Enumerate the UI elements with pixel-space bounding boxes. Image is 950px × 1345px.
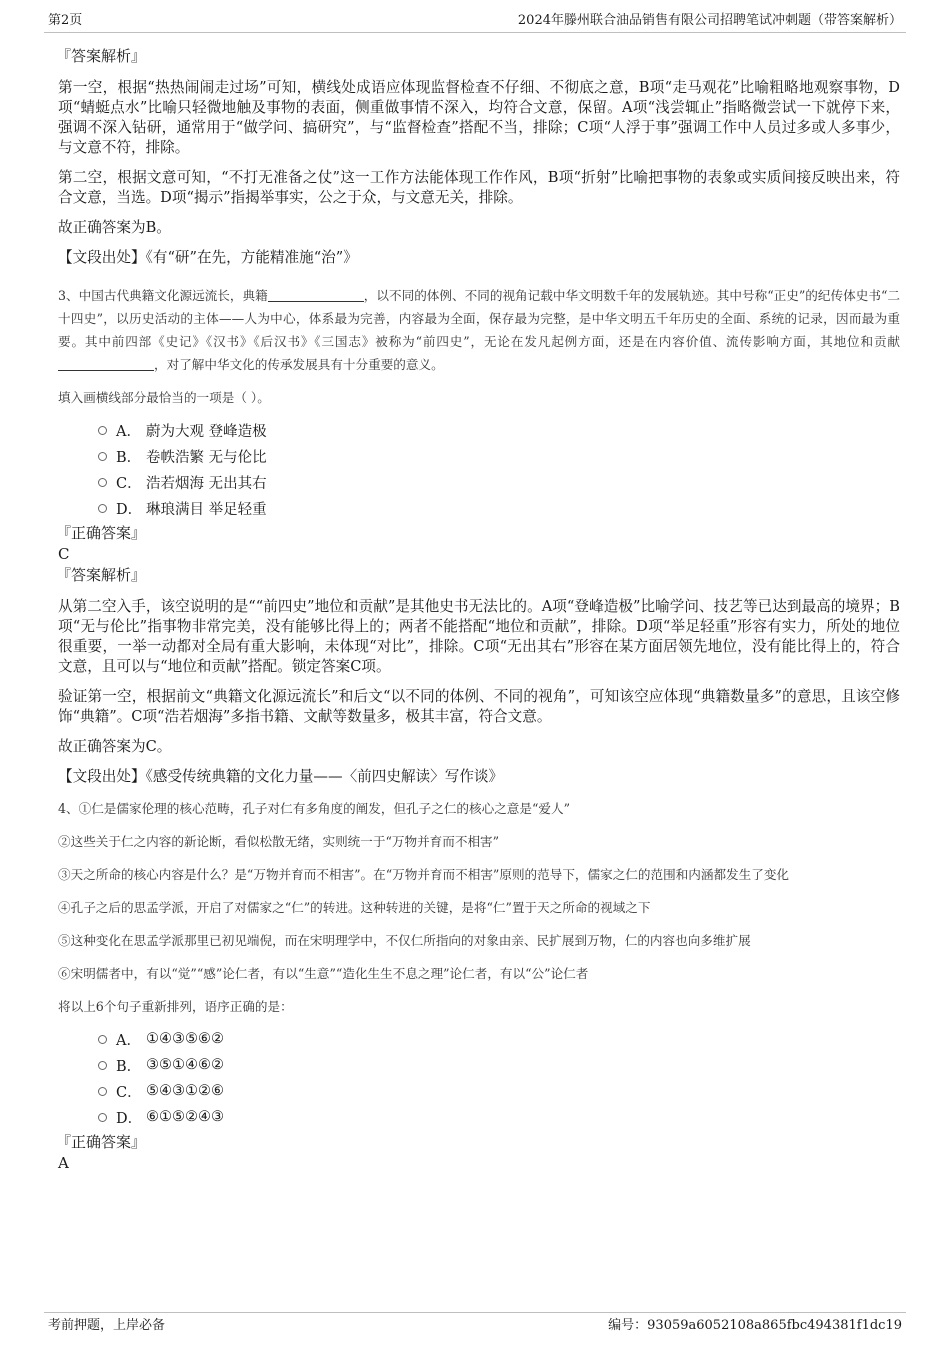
options-list — [98, 1026, 900, 1130]
option-text: ⑤④③①②⑥ — [146, 1083, 224, 1099]
question-3 — [58, 284, 900, 787]
sentence-6: ⑥宋明儒者中，有以“觉”“感”论仁者，有以“生意”“造化生生不息之理”论仁者，有以“公”论仁者 — [58, 966, 589, 981]
correct-answer-label: 『正确答案』 — [56, 524, 147, 542]
stem-text: ，以不同的体例、不同的视角记载中华文明数千年的发展轨迹。其中号称“正史”的纪传体史书“二十四史”，以历史活动的主体——人为中心，体系最为完善，内容最为全面，保存最为完整，是中华文明五千年历史的全面、系统的记录，因而最为重要。其中前四部《史记》《汉书》《后汉书》《三国志》被称为“前四史”，无论在发凡起例方面，还是在内容价值、流传影响方面，其地位和贡献 — [58, 288, 900, 349]
analysis-paragraph: 验证第一空，根据前文“典籍文化源远流长”和后文“以不同的体例、不同的视角”，可知该空应体现“典籍数量多”的意思，且该空修饰“典籍”。C项“浩若烟海”多指书籍、文献等数量多，极其丰富，符合文意。 — [58, 688, 900, 725]
question-4 — [58, 797, 900, 1172]
option-letter: A． — [116, 1032, 141, 1049]
analysis-label: 『答案解析』 — [56, 566, 147, 584]
option-text: 卷帙浩繁 无与伦比 — [146, 449, 267, 466]
option-d[interactable] — [98, 495, 900, 521]
option-a[interactable] — [98, 417, 900, 443]
page-footer — [44, 1312, 906, 1335]
analysis-paragraph: 从第二空入手，该空说明的是““前四史”地位和贡献”是其他史书无法比的。A项“登峰造极”比喻学问、技艺等已达到最高的境界；B项“无与伦比”指事物非常完美，没有能够比得上的；两者不能搭配“地位和贡献”，排除。D项“举足轻重”形容有实力，所处的地位很重要，一举一动都对全局有重大影响，未体现“对比”，排除。C项“无出其右”形容在某方面居领先地位，没有能比得上的，符合文意，且可以与“地位和贡献”搭配。锁定答案C项。 — [58, 598, 900, 675]
page-content — [58, 44, 900, 1172]
page-header — [44, 10, 906, 33]
option-letter: A． — [116, 423, 141, 440]
sentence-1: 4、①仁是儒家伦理的核心范畴，孔子对仁有多角度的阐发，但孔子之仁的核心之意是“爱人” — [58, 801, 571, 816]
option-text: 浩若烟海 无出其右 — [146, 475, 267, 492]
footer-slogan: 考前押题，上岸必备 — [48, 1318, 166, 1333]
stem-text: 3、中国古代典籍文化源远流长，典籍 — [58, 288, 268, 303]
option-text: 琳琅满目 举足轻重 — [146, 501, 267, 518]
radio-icon[interactable] — [98, 478, 107, 487]
option-letter: C． — [116, 475, 142, 492]
fill-blank — [268, 287, 364, 302]
sentence-2: ②这些关于仁之内容的新论断，看似松散无绪，实则统一于“万物并育而不相害” — [58, 834, 500, 849]
option-b[interactable] — [98, 1052, 900, 1078]
correct-answer-label: 『正确答案』 — [56, 1133, 147, 1151]
question-prompt: 将以上6个句子重新排列，语序正确的是： — [58, 999, 293, 1014]
sentence-3: ③天之所命的核心内容是什么？是“万物并育而不相害”。在“万物并育而不相害”原则的范导下，儒家之仁的范围和内涵都发生了变化 — [58, 867, 790, 882]
option-text: 蔚为大观 登峰造极 — [146, 423, 267, 440]
radio-icon[interactable] — [98, 1061, 107, 1070]
source-line: 【文段出处】《有“研”在先，方能精准施“治”》 — [58, 249, 358, 266]
sentence-4: ④孔子之后的思孟学派，开启了对儒家之“仁”的转进。这种转进的关键，是将“仁”置于天之所命的视域之下 — [58, 900, 651, 915]
radio-icon[interactable] — [98, 426, 107, 435]
analysis-paragraph: 第二空，根据文意可知，“不打无准备之仗”这一工作方法能体现工作作风，B项“折射”比喻把事物的表象或实质间接反映出来，符合文意，当选。D项“揭示”指揭举事实，公之于众，与文意无关，排除。 — [58, 169, 900, 206]
option-text: ⑥①⑤②④③ — [146, 1109, 224, 1125]
option-text: ③⑤①④⑥② — [146, 1057, 224, 1073]
question-prompt: 填入画横线部分最恰当的一项是（ ）。 — [58, 390, 270, 405]
page-number: 第2页 — [48, 13, 83, 28]
option-letter: B． — [116, 1058, 142, 1075]
sentence-5: ⑤这种变化在思孟学派那里已初见端倪，而在宋明理学中，不仅仁所指向的对象由亲、民扩展到万物，仁的内容也向多维扩展 — [58, 933, 751, 948]
final-answer-line: 故正确答案为C。 — [58, 738, 172, 755]
stem-text: ，对了解中华文化的传承发展具有十分重要的意义。 — [154, 357, 444, 372]
correct-answer: A — [58, 1154, 69, 1172]
option-letter: C． — [116, 1084, 142, 1101]
radio-icon[interactable] — [98, 452, 107, 461]
analysis-paragraph: 第一空，根据“热热闹闹走过场”可知，横线处成语应体现监督检查不仔细、不彻底之意，B项“走马观花”比喻粗略地观察事物，D项“蜻蜓点水”比喻只轻微地触及事物的表面，侧重做事情不深入，均符合文意，保留。A项“浅尝辄止”指略微尝试一下就停下来，强调不深入钻研，通常用于“做学问、搞研究”，与“监督检查”搭配不当，排除；C项“人浮于事”强调工作中人员过多或人多事少，与文意不符，排除。 — [58, 79, 900, 156]
radio-icon[interactable] — [98, 1087, 107, 1096]
option-letter: B． — [116, 449, 142, 466]
q2-analysis-section — [58, 44, 900, 268]
options-list — [98, 417, 900, 521]
analysis-label: 『答案解析』 — [56, 47, 147, 65]
radio-icon[interactable] — [98, 1113, 107, 1122]
question-stem — [58, 284, 900, 376]
correct-answer: C — [58, 545, 70, 563]
radio-icon[interactable] — [98, 1035, 107, 1044]
fill-blank — [58, 356, 154, 371]
option-b[interactable] — [98, 443, 900, 469]
option-c[interactable] — [98, 1078, 900, 1104]
option-a[interactable] — [98, 1026, 900, 1052]
document-title: 2024年滕州联合油品销售有限公司招聘笔试冲刺题（带答案解析） — [517, 13, 902, 28]
radio-icon[interactable] — [98, 504, 107, 513]
option-letter: D． — [116, 1110, 143, 1127]
final-answer-line: 故正确答案为B。 — [58, 219, 171, 236]
option-letter: D． — [116, 501, 143, 518]
source-line: 【文段出处】《感受传统典籍的文化力量——〈前四史解读〉写作谈》 — [58, 768, 504, 785]
document-serial: 编号：93059a6052108a865fbc494381f1dc19 — [608, 1318, 902, 1333]
option-d[interactable] — [98, 1104, 900, 1130]
option-c[interactable] — [98, 469, 900, 495]
option-text: ①④③⑤⑥② — [146, 1031, 224, 1047]
